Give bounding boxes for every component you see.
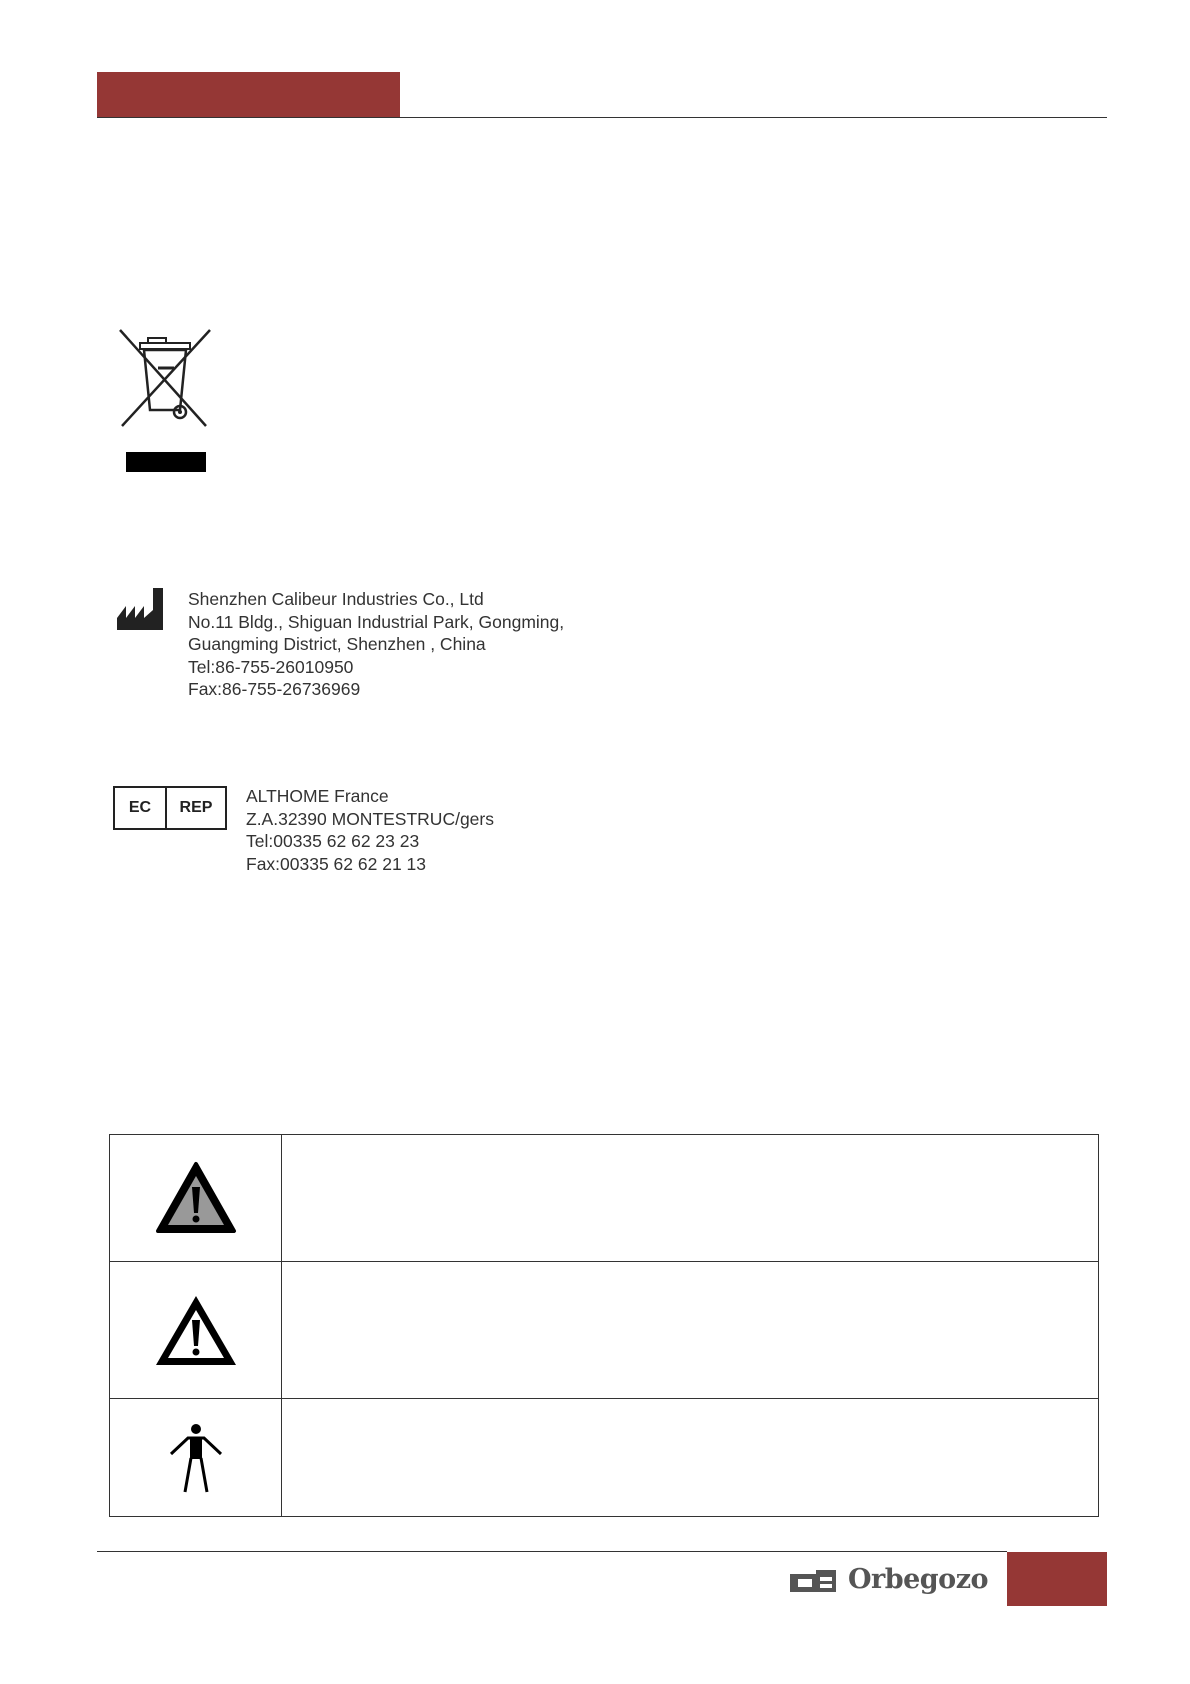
factory-icon <box>117 588 163 630</box>
type-bf-applied-part-icon <box>168 1422 224 1494</box>
header-rule <box>97 117 1107 118</box>
manufacturer-address <box>188 588 564 701</box>
manufacturer-tel: Tel:86-755-26010950 <box>188 656 354 677</box>
symbol-description <box>282 1135 1098 1261</box>
brand-logo-text: Orbegozo <box>848 1564 989 1595</box>
rep-label: REP <box>165 786 227 830</box>
footer-rule <box>97 1551 1007 1552</box>
warning-triangle-outline-icon <box>153 1293 239 1369</box>
footer-page-box <box>1007 1552 1107 1606</box>
manufacturer-name: Shenzhen Calibeur Industries Co., Ltd <box>188 589 484 609</box>
rep-address-line: Z.A.32390 MONTESTRUC/gers <box>246 808 494 829</box>
rep-name: ALTHOME France <box>246 786 389 806</box>
orbegozo-house-icon <box>788 1566 838 1594</box>
ec-rep-symbol <box>113 786 229 832</box>
brand-logo <box>788 1562 994 1598</box>
table-row <box>110 1261 1098 1399</box>
symbol-description <box>282 1399 1098 1517</box>
manufacturer-fax: Fax:86-755-26736969 <box>188 679 361 699</box>
manufacturer-address-line: Guangming District, Shenzhen , China <box>188 634 486 654</box>
warning-triangle-filled-icon <box>155 1161 237 1235</box>
symbol-description <box>282 1262 1098 1399</box>
ec-label: EC <box>113 786 167 830</box>
table-row <box>110 1135 1098 1261</box>
table-row <box>110 1398 1098 1517</box>
rep-fax: Fax:00335 62 62 21 13 <box>246 853 427 874</box>
rep-tel: Tel:00335 62 62 23 23 <box>246 831 420 851</box>
header-accent-bar <box>97 72 400 118</box>
manufacturer-address-line: No.11 Bldg., Shiguan Industrial Park, Gongming, <box>188 611 565 632</box>
ec-rep-address <box>246 785 494 875</box>
symbols-table <box>109 1134 1099 1517</box>
crossed-out-wheelie-bin-icon <box>118 328 222 476</box>
